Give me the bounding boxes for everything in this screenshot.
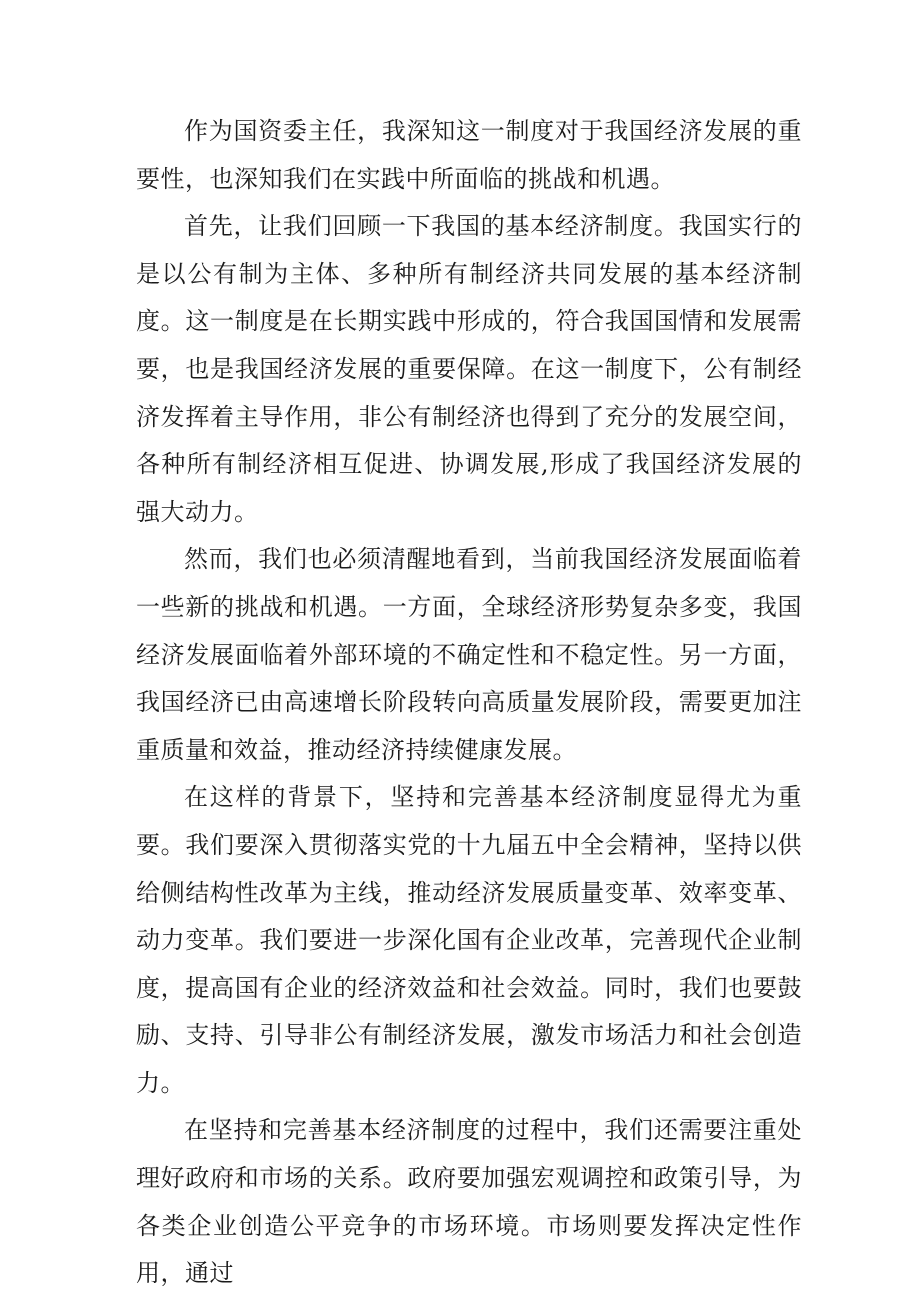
paragraph-4: 在这样的背景下，坚持和完善基本经济制度显得尤为重要。我们要深入贯彻落实党的十九届五中全会精神，坚持以供给侧结构性改革为主线，推动经济发展质量变革、效率变革、动力变革。我们要进一步深化国有企业改革，完善现代企业制度，提高国有企业的经济效益和社会效益。同时，我们也要鼓励、支持、引导非公有制经济发展，激发市场活力和社会创造力。 xyxy=(136,783,802,1097)
paragraph-2: 首先，让我们回顾一下我国的基本经济制度。我国实行的是以公有制为主体、多种所有制经济共同发展的基本经济制度。这一制度是在长期实践中形成的，符合我国国情和发展需要，也是我国经济发展的重要保障。在这一制度下，公有制经济发挥着主导作用，非公有制经济也得到了充分的发展空间，各种所有制经济相互促进、协调发展,形成了我国经济发展的强大动力。 xyxy=(136,212,802,526)
paragraph-3: 然而，我们也必须清醒地看到，当前我国经济发展面临着一些新的挑战和机遇。一方面，全球经济形势复杂多变，我国经济发展面临着外部环境的不确定性和不稳定性。另一方面，我国经济已由高速增长阶段转向高质量发展阶段，需要更加注重质量和效益，推动经济持续健康发展。 xyxy=(136,545,802,764)
paragraph-1: 作为国资委主任，我深知这一制度对于我国经济发展的重要性，也深知我们在实践中所面临的挑战和机遇。 xyxy=(136,117,802,193)
paragraph-5: 在坚持和完善基本经济制度的过程中，我们还需要注重处理好政府和市场的关系。政府要加强宏观调控和政策引导，为各类企业创造公平竞争的市场环境。市场则要发挥决定性作用，通过 xyxy=(136,1116,802,1288)
